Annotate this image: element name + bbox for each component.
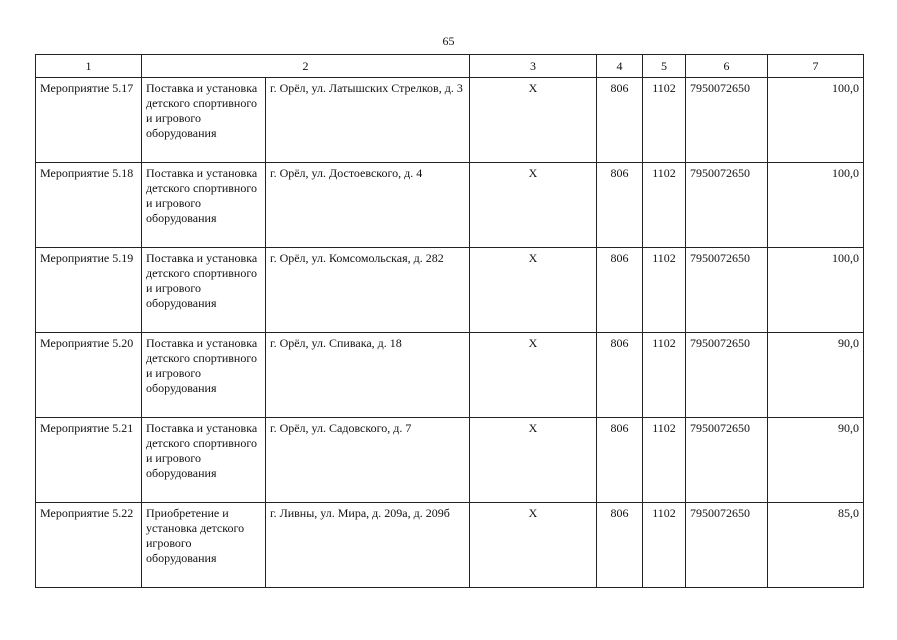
description-cell: Приобретение и установка детского игрового оборудования — [142, 503, 266, 588]
table-row — [36, 78, 864, 163]
mark-cell: Х — [470, 78, 597, 163]
code6-cell: 7950072650 — [686, 503, 768, 588]
mark-cell: Х — [470, 163, 597, 248]
code4-cell: 806 — [597, 418, 643, 503]
amount-cell: 100,0 — [768, 163, 864, 248]
table-row — [36, 503, 864, 588]
code5-cell: 1102 — [643, 418, 686, 503]
header-col-3: 3 — [470, 55, 597, 78]
code5-cell: 1102 — [643, 503, 686, 588]
code5-cell: 1102 — [643, 248, 686, 333]
amount-cell: 100,0 — [768, 78, 864, 163]
amount-cell: 100,0 — [768, 248, 864, 333]
mark-cell: Х — [470, 418, 597, 503]
header-col-5: 5 — [643, 55, 686, 78]
address-cell: г. Орёл, ул. Садовского, д. 7 — [266, 418, 470, 503]
code6-cell: 7950072650 — [686, 418, 768, 503]
description-cell: Поставка и установка детского спортивного и игрового оборудования — [142, 248, 266, 333]
amount-cell: 85,0 — [768, 503, 864, 588]
address-cell: г. Орёл, ул. Латышских Стрелков, д. 3 — [266, 78, 470, 163]
code4-cell: 806 — [597, 333, 643, 418]
description-cell: Поставка и установка детского спортивного и игрового оборудования — [142, 333, 266, 418]
description-cell: Поставка и установка детского спортивного и игрового оборудования — [142, 418, 266, 503]
header-col-4: 4 — [597, 55, 643, 78]
code4-cell: 806 — [597, 163, 643, 248]
code5-cell: 1102 — [643, 333, 686, 418]
amount-cell: 90,0 — [768, 418, 864, 503]
table-row — [36, 418, 864, 503]
code5-cell: 1102 — [643, 78, 686, 163]
code6-cell: 7950072650 — [686, 248, 768, 333]
event-cell: Мероприятие 5.19 — [36, 248, 142, 333]
header-row — [36, 55, 864, 78]
amount-cell: 90,0 — [768, 333, 864, 418]
table-row — [36, 333, 864, 418]
header-col-7: 7 — [768, 55, 864, 78]
mark-cell: Х — [470, 248, 597, 333]
description-cell: Поставка и установка детского спортивного и игрового оборудования — [142, 163, 266, 248]
event-cell: Мероприятие 5.20 — [36, 333, 142, 418]
code4-cell: 806 — [597, 78, 643, 163]
code4-cell: 806 — [597, 503, 643, 588]
code6-cell: 7950072650 — [686, 333, 768, 418]
address-cell: г. Орёл, ул. Комсомольская, д. 282 — [266, 248, 470, 333]
code4-cell: 806 — [597, 248, 643, 333]
code6-cell: 7950072650 — [686, 78, 768, 163]
code5-cell: 1102 — [643, 163, 686, 248]
table-row — [36, 163, 864, 248]
address-cell: г. Орёл, ул. Спивака, д. 18 — [266, 333, 470, 418]
event-cell: Мероприятие 5.22 — [36, 503, 142, 588]
event-cell: Мероприятие 5.17 — [36, 78, 142, 163]
header-col-2: 2 — [142, 55, 470, 78]
event-cell: Мероприятие 5.21 — [36, 418, 142, 503]
header-col-6: 6 — [686, 55, 768, 78]
table-row — [36, 248, 864, 333]
event-cell: Мероприятие 5.18 — [36, 163, 142, 248]
mark-cell: Х — [470, 333, 597, 418]
address-cell: г. Орёл, ул. Достоевского, д. 4 — [266, 163, 470, 248]
page-number: 65 — [442, 34, 455, 48]
description-cell: Поставка и установка детского спортивного и игрового оборудования — [142, 78, 266, 163]
budget-table — [35, 54, 864, 588]
mark-cell: Х — [470, 503, 597, 588]
code6-cell: 7950072650 — [686, 163, 768, 248]
header-col-1: 1 — [36, 55, 142, 78]
address-cell: г. Ливны, ул. Мира, д. 209а, д. 209б — [266, 503, 470, 588]
